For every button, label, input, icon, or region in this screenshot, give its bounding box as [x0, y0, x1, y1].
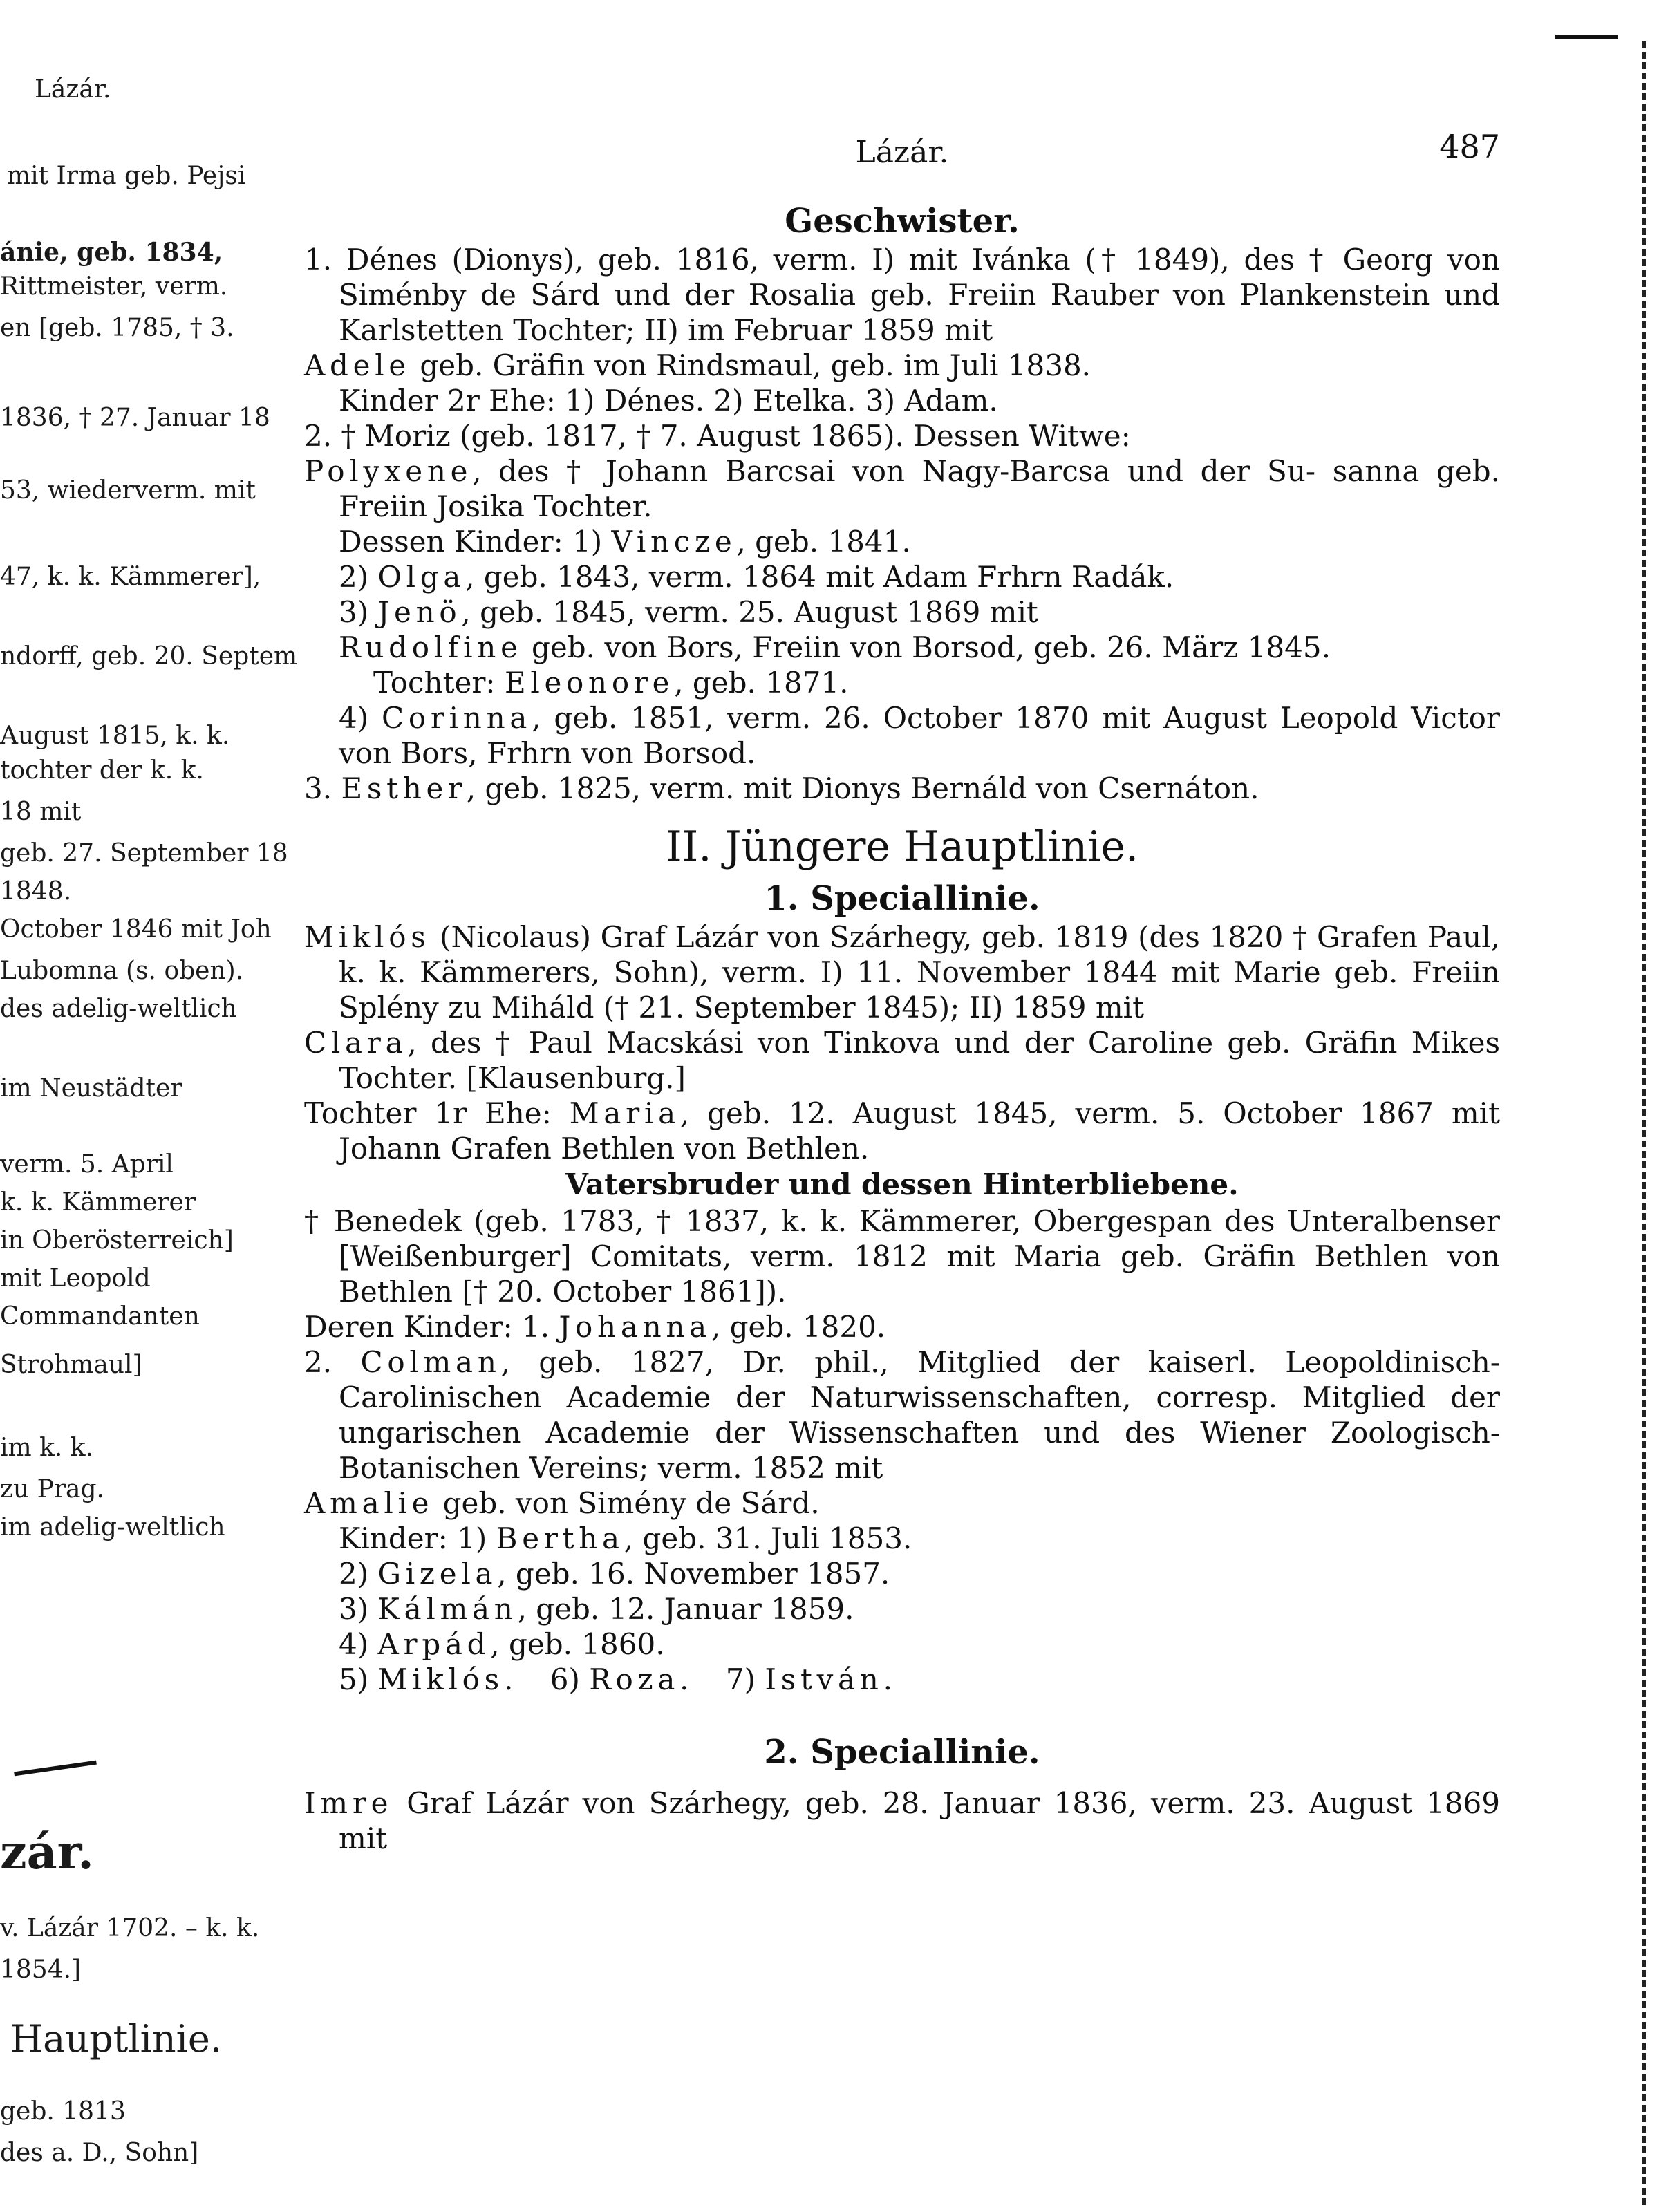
- entry-corinna: [304, 700, 1500, 771]
- page-edge-line: [1642, 41, 1650, 2205]
- left-page-rule: [14, 1761, 97, 1777]
- margin-fragment: verm. 5. April: [0, 1150, 174, 1179]
- child-name: Bertha: [496, 1521, 624, 1555]
- margin-fragment: Commandanten: [0, 1302, 200, 1331]
- spouse-name: Adele: [304, 348, 411, 382]
- main-text-column: [304, 200, 1500, 1856]
- entry-text: , geb. 1843, verm. 1864 mit Adam Frhrn Radák.: [465, 560, 1174, 594]
- person-name: Imre: [304, 1786, 393, 1820]
- entry-text: , geb. 1860.: [490, 1627, 665, 1661]
- person-name: Miklós: [304, 920, 431, 954]
- margin-fragment: en [geb. 1785, † 3.: [0, 314, 234, 342]
- child-name: István: [765, 1662, 883, 1696]
- entry-polyxene: [304, 453, 1500, 524]
- entry-text: , geb. 1827, Dr. phil., Mitglied der kaiserl. Leopoldinisch-Carolinischen Academie der Naturwissenschaften, corresp. Mitglied der ungarischen Academie der Wissenschaften und des Wiener Zoologisch-Botanischen Vereins; verm. 1852 mit: [339, 1345, 1500, 1485]
- entry-text: Dessen Kinder: 1): [339, 525, 603, 559]
- heading-speciallinie-1: 1. Speciallinie.: [764, 879, 1040, 918]
- margin-fragment: 53, wiederverm. mit: [0, 476, 256, 505]
- entry-number: 2.: [304, 1345, 332, 1379]
- margin-fragment: Rittmeister, verm.: [0, 272, 228, 301]
- entry-adele: [304, 348, 1500, 383]
- entry-colman: [304, 1344, 1500, 1485]
- entry-arpad: [304, 1627, 1500, 1662]
- margin-fragment: August 1815, k. k.: [0, 722, 230, 750]
- margin-fragment: 1854.]: [0, 1956, 82, 1984]
- child-name: Gizela: [377, 1557, 498, 1591]
- entry-number: 3): [339, 1592, 369, 1626]
- heading-geschwister: Geschwister.: [785, 202, 1020, 241]
- entry-text: geb. Gräfin von Rindsmaul, geb. im Juli 1838.: [420, 348, 1091, 382]
- margin-fragment: 1848.: [0, 877, 72, 906]
- entry-gizela: [304, 1556, 1500, 1591]
- entry-clara: [304, 1025, 1500, 1096]
- heading-vatersbruder: Vatersbruder und dessen Hinterbliebene.: [565, 1168, 1239, 1201]
- margin-fragment: k. k. Kämmerer: [0, 1188, 196, 1217]
- left-page-fragment: [0, 0, 298, 2212]
- margin-fragment: des a. D., Sohn]: [0, 2139, 199, 2167]
- margin-fragment: Lázár.: [35, 75, 111, 104]
- entry-number: 1.: [304, 243, 332, 276]
- child-name: Maria: [569, 1096, 680, 1130]
- spouse-name: Rudolfine: [339, 630, 523, 664]
- entry-dessen-kinder: [304, 524, 1500, 559]
- entry-text: † Georg von Siménby de Sárd und der Rosalia geb. Freiin Rauber: [339, 243, 1501, 312]
- entry-youngest: 5) Miklós. 6) Roza. 7) István.: [339, 1662, 892, 1696]
- entry-text: Tochter:: [373, 666, 496, 700]
- child-name: Arpád: [377, 1627, 491, 1661]
- entry-text: Kinder: 1): [339, 1521, 487, 1555]
- entry-text: , geb. 12. August 1845, verm. 5. October 1867 mit Johann Grafen Bethlen von Bethlen.: [339, 1096, 1500, 1165]
- widow-name: Polyxene: [304, 454, 473, 488]
- entry-kinder: Kinder 2r Ehe: 1) Dénes. 2) Etelka. 3) Adam.: [339, 384, 998, 418]
- spacer: [304, 1773, 1500, 1785]
- entry-text: , geb. 1841.: [736, 525, 911, 559]
- entry-tochter: [304, 665, 1500, 700]
- margin-fragment: ánie, geb. 1834,: [0, 238, 223, 267]
- margin-fragment: ndorff, geb. 20. Septem: [0, 642, 298, 671]
- entry-text: , geb. 16. November 1857.: [497, 1557, 890, 1591]
- margin-fragment: v. Lázár 1702. – k. k.: [0, 1914, 260, 1942]
- entry-number: 4): [339, 701, 369, 735]
- entry-bertha: [304, 1521, 1500, 1556]
- entry-amalie: [304, 1485, 1500, 1521]
- margin-fragment: zár.: [0, 1825, 94, 1880]
- entry-text: , geb. 1851, verm. 26. October 1870 mit August: [532, 701, 1267, 735]
- entry-text: , des † Johann Barcsai von Nagy-Barcsa und der Su-: [472, 454, 1316, 488]
- edge-mark: [1555, 35, 1618, 39]
- entry-deren-kinder: [304, 1309, 1500, 1344]
- margin-fragment: des adelig-weltlich: [0, 995, 237, 1023]
- spouse-name: Clara: [304, 1026, 408, 1060]
- entry-denes: [304, 242, 1500, 348]
- entry-text: Deren Kinder: 1.: [304, 1310, 550, 1344]
- page-number: 487: [1439, 128, 1500, 165]
- heading-speciallinie-2: 2. Speciallinie.: [764, 1733, 1040, 1772]
- child-name: Olga: [377, 560, 466, 594]
- entry-text: , geb. 1825, verm. mit Dionys Bernáld von Csernáton.: [466, 771, 1259, 805]
- entry-number: 3.: [304, 771, 332, 805]
- margin-fragment: in Oberösterreich]: [0, 1226, 234, 1255]
- margin-fragment: zu Prag.: [0, 1475, 104, 1503]
- entry-text: , des † Paul Macskási von Tinkova und der Caroline geb. Gräfin Mikes Tochter. [Klausenburg.]: [339, 1026, 1500, 1095]
- entry-text: Graf Lázár von Szárhegy, geb. 28. Januar 1836, verm. 23. August 1869 mit: [339, 1786, 1500, 1855]
- margin-fragment: mit Leopold: [0, 1264, 151, 1293]
- child-name: Jenö: [377, 595, 462, 629]
- entry-text: sanna geb. Freiin Josika Tochter.: [339, 454, 1501, 523]
- child-name: Esther: [341, 771, 467, 805]
- margin-fragment: geb. 27. September 18: [0, 839, 288, 868]
- entry-text: Tochter 1r Ehe:: [304, 1096, 552, 1130]
- margin-fragment: tochter der k. k.: [0, 756, 204, 785]
- margin-fragment: im Neustädter: [0, 1074, 182, 1103]
- entry-text: , geb. 1845, verm. 25. August 1869 mit: [461, 595, 1038, 629]
- entry-number: 4): [339, 1627, 369, 1661]
- margin-fragment: 18 mit: [0, 798, 82, 826]
- margin-fragment: October 1846 mit Joh: [0, 915, 272, 944]
- entry-number: 2): [339, 1557, 369, 1591]
- margin-fragment: Hauptlinie.: [10, 2017, 223, 2061]
- entry-text: , geb. 31. Juli 1853.: [624, 1521, 912, 1555]
- entry-moriz: 2. † Moriz (geb. 1817, † 7. August 1865). Dessen Witwe:: [304, 419, 1131, 453]
- entry-esther: [304, 771, 1500, 806]
- entry-jeno: [304, 594, 1500, 630]
- entry-text: von Plankenstein und Karlstetten Tochter; II) im Februar 1859 mit: [339, 278, 1500, 347]
- entry-number: 6): [550, 1662, 580, 1696]
- entry-text: geb. von Simény de Sárd.: [433, 1486, 820, 1520]
- entry-number: 5): [339, 1662, 369, 1696]
- child-name: Corinna: [381, 701, 532, 735]
- margin-fragment: Lubomna (s. oben).: [0, 957, 244, 985]
- spacer: [304, 1697, 1500, 1732]
- entry-number: 3): [339, 595, 369, 629]
- entry-rudolfine: [304, 630, 1500, 665]
- entry-olga: [304, 559, 1500, 594]
- entry-text: , geb. 1820.: [711, 1310, 886, 1344]
- margin-fragment: 1836, † 27. Januar 18: [0, 404, 270, 432]
- child-name: Roza: [589, 1662, 680, 1696]
- margin-fragment: im k. k.: [0, 1434, 94, 1462]
- entry-text: Leopold Victor von Bors, Frhrn von Borsod.: [339, 701, 1500, 770]
- margin-fragment: Strohmaul]: [0, 1351, 142, 1379]
- entry-imre: [304, 1785, 1500, 1856]
- entry-text: , geb. 1871.: [674, 666, 849, 700]
- margin-fragment: geb. 1813: [0, 2097, 126, 2126]
- entry-text: geb. von Bors, Freiin von Borsod, geb. 26. März 1845.: [522, 630, 1331, 664]
- child-name: Johanna: [559, 1310, 711, 1344]
- child-name: Colman: [360, 1345, 501, 1379]
- child-name: Eleonore: [504, 666, 675, 700]
- entry-miklos: [304, 919, 1500, 1025]
- margin-fragment: 47, k. k. Kämmerer],: [0, 563, 261, 591]
- entry-text: (Nicolaus) Graf Lázár von Szárhegy, geb. 1819 (des 1820 † Grafen Paul, k. k. Kämmerers, Sohn), verm. I) 11. November 1844 mit Marie geb. Freiin Splény zu Miháld († 21. September 1845); II) 1859 mit: [339, 920, 1500, 1024]
- entry-number: 7): [725, 1662, 756, 1696]
- entry-number: 2): [339, 560, 369, 594]
- entry-benedek: † Benedek (geb. 1783, † 1837, k. k. Kämmerer, Obergespan des Unteralbenser [Weißenburger] Comitats, verm. 1812 mit Maria geb. Gräfin Bethlen von Bethlen [† 20. October 1861]).: [304, 1204, 1500, 1309]
- margin-fragment: mit Irma geb. Pejsi: [7, 162, 246, 190]
- entry-kalman: [304, 1591, 1500, 1627]
- child-name: Miklós: [377, 1662, 504, 1696]
- entry-text: Dénes (Dionys), geb. 1816, verm. I) mit Ivánka († 1849), des: [346, 243, 1295, 276]
- entry-maria: [304, 1096, 1500, 1166]
- entry-text: , geb. 12. Januar 1859.: [517, 1592, 854, 1626]
- child-name: Vincze: [611, 525, 737, 559]
- running-title: Lázár.: [855, 135, 949, 170]
- spouse-name: Amalie: [304, 1486, 434, 1520]
- running-head: [304, 128, 1500, 176]
- margin-fragment: im adelig-weltlich: [0, 1513, 225, 1541]
- child-name: Kálmán: [377, 1592, 518, 1626]
- heading-juengere-hauptlinie: II. Jüngere Hauptlinie.: [665, 823, 1139, 871]
